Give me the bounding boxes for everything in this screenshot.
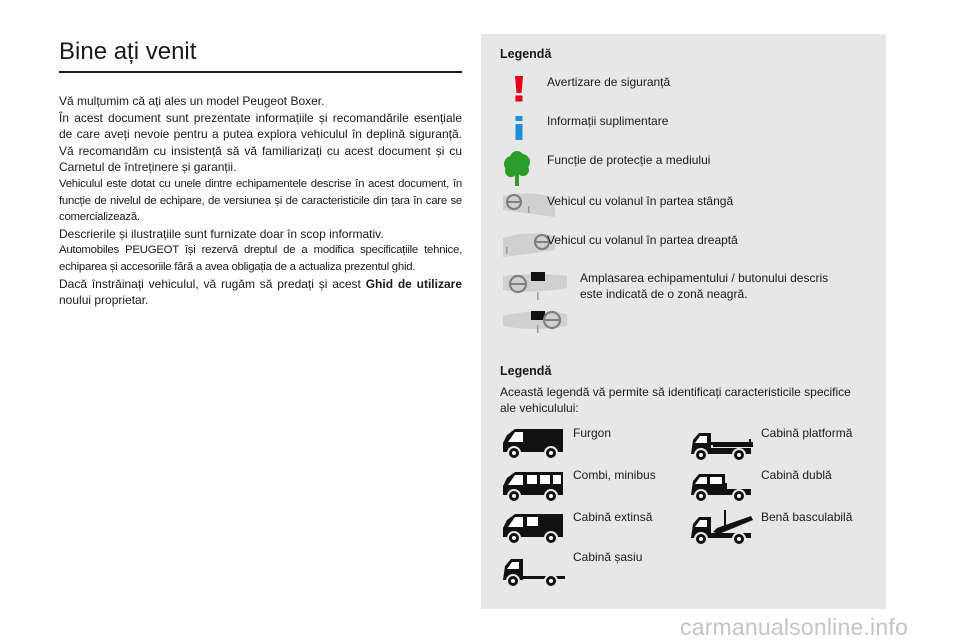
legend-item-label: Vehicul cu volanul în partea dreaptă — [547, 233, 738, 247]
vehicle-label: Benă basculabilă — [761, 510, 853, 524]
dashboard-zone-icon — [501, 270, 573, 336]
legend-item-label: Vehicul cu volanul în partea stângă — [547, 194, 734, 208]
tree-icon — [501, 151, 533, 187]
page-title: Bine ați venit — [59, 38, 197, 65]
double-cab-icon — [689, 471, 755, 505]
tipper-icon — [689, 508, 755, 548]
intro-paragraph: Descrierile și ilustrațiile sunt furnizate doar în scop informativ. — [59, 226, 384, 241]
intro-text — [59, 93, 462, 309]
extended-cab-icon — [501, 512, 567, 546]
vehicle-label: Combi, minibus — [573, 468, 656, 482]
intro-paragraph: Vă mulțumim că ați ales un model Peugeot Boxer. — [59, 94, 325, 108]
legend-item-label: Funcție de protecție a mediului — [547, 153, 711, 167]
legend-item-label: Avertizare de siguranță — [547, 75, 671, 89]
intro-paragraph: Automobiles PEUGEOT își rezervă dreptul de a modifica specificațiile tehnice, echiparea și accesoriile fără a avea obligația de a actualiza prezentul ghid. — [59, 244, 462, 273]
legend-item-label: Informații suplimentare — [547, 114, 669, 128]
vehicle-label: Cabină dublă — [761, 468, 832, 482]
vehicle-label: Cabină șasiu — [573, 550, 643, 564]
legend-heading: Legendă — [500, 47, 552, 61]
platform-cab-icon — [689, 430, 755, 464]
vehicle-label: Cabină extinsă — [573, 510, 653, 524]
legend-heading: Legendă — [500, 364, 552, 378]
vehicle-label: Furgon — [573, 426, 612, 440]
intro-paragraph: Vehiculul este dotat cu unele dintre echipamentele descrise în acest document, în funcție de nivelul de echipare, de versiunea și de caracteristicile din țara în care se comercializează. — [59, 177, 462, 224]
intro-paragraph-last — [59, 276, 462, 309]
title-divider — [59, 71, 462, 73]
last-paragraph-end: noului proprietar. — [59, 293, 149, 308]
intro-paragraph: În acest document sunt prezentate informațiile și recomandările esențiale de care aveți nevoie pentru a putea explora vehiculul în deplină siguranță. Vă recomandăm cu insistență să vă familiarizați cu acest document și cu Carnetul de întreținere și garanții. — [59, 110, 462, 175]
chassis-cab-icon — [501, 556, 567, 590]
exclamation-icon — [509, 75, 529, 103]
minibus-icon — [501, 470, 567, 504]
info-icon — [509, 115, 529, 141]
legend-panel — [481, 34, 886, 609]
last-paragraph-start: Dacă înstrăinați vehiculul, vă rugăm să predați și acest — [59, 276, 366, 291]
legend-item-label: Amplasarea echipamentului / butonului descris este indicată de o zonă neagră. — [580, 271, 829, 301]
legend-description: Această legendă vă permite să identificați caracteristicile specifice ale vehiculului: — [500, 385, 851, 415]
vehicle-label: Cabină platformă — [761, 426, 853, 440]
watermark: carmanualsonline.info — [680, 614, 908, 640]
van-icon — [501, 427, 567, 461]
guide-name-bold: Ghid de utilizare — [365, 276, 462, 291]
